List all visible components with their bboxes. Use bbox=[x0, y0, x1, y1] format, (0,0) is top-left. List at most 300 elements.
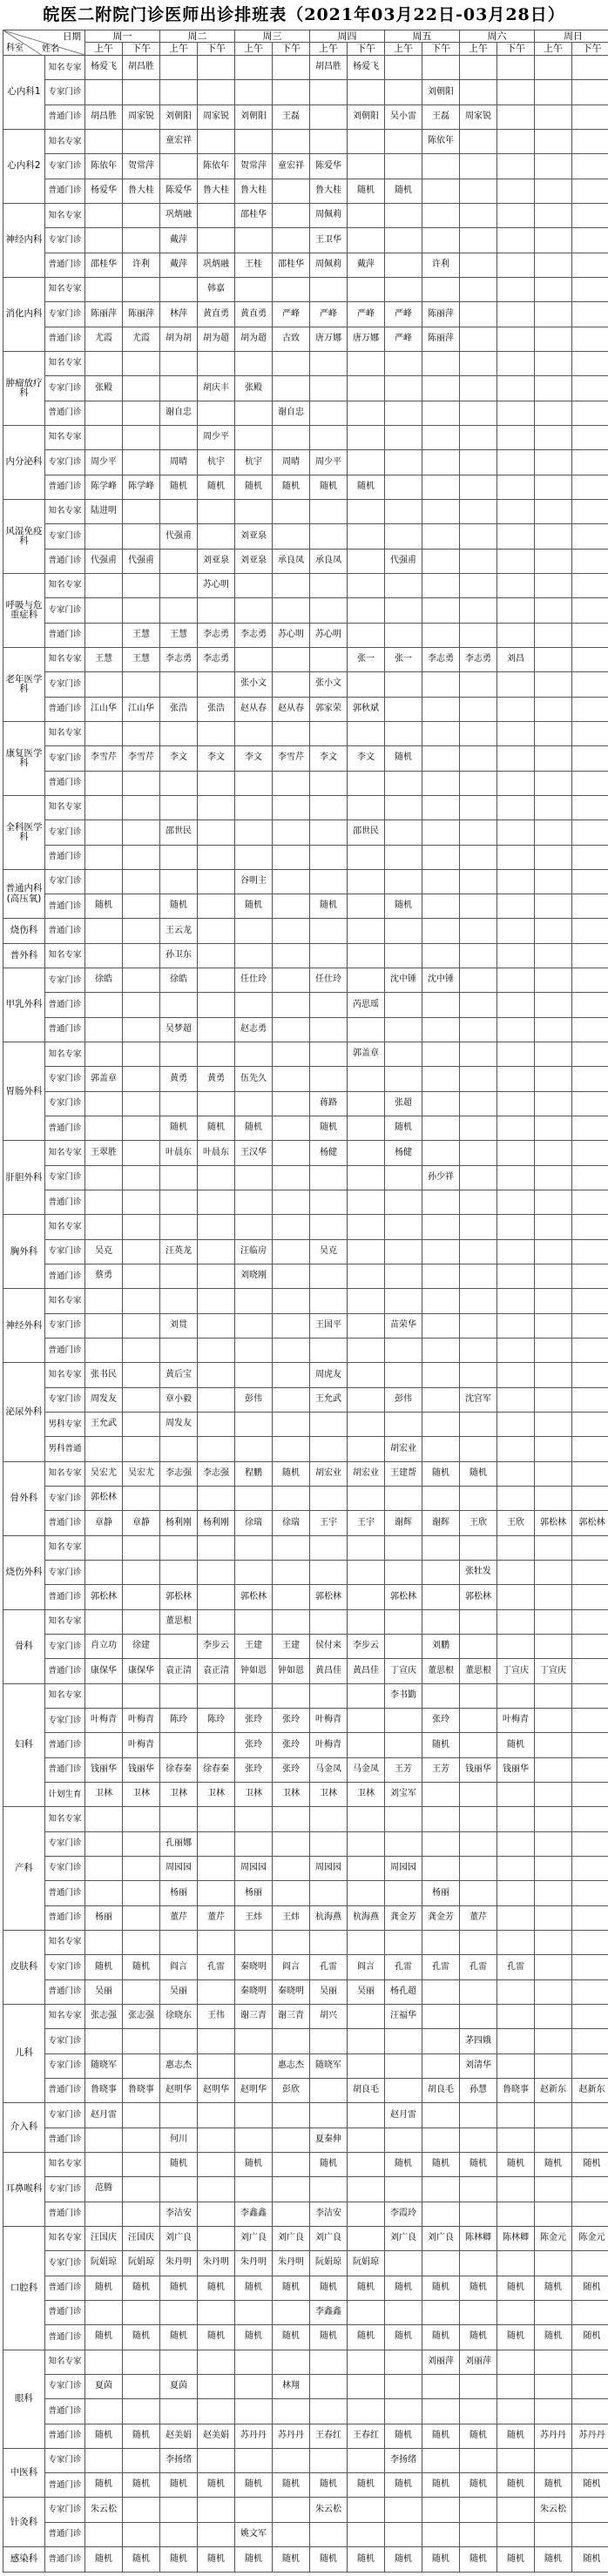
doctor-cell bbox=[385, 1708, 422, 1732]
doctor-cell: 戴萍 bbox=[160, 253, 198, 277]
doctor-cell: 汪国庆 bbox=[85, 2226, 123, 2250]
clinic-type-cell: 普通门诊 bbox=[45, 549, 85, 573]
doctor-cell bbox=[460, 2128, 497, 2152]
doctor-cell bbox=[273, 894, 310, 919]
doctor-cell bbox=[460, 845, 497, 869]
doctor-cell: 董芹 bbox=[460, 1905, 497, 1930]
doctor-cell: 茅四娥 bbox=[460, 2029, 497, 2053]
doctor-cell bbox=[198, 1190, 235, 1215]
doctor-cell: 周家锐 bbox=[198, 105, 235, 129]
doctor-cell bbox=[535, 1733, 572, 1757]
corner-name-label: 姓名 bbox=[42, 44, 59, 54]
doctor-cell bbox=[572, 2498, 608, 2522]
doctor-cell bbox=[348, 203, 385, 227]
doctor-cell bbox=[460, 1339, 497, 1363]
clinic-type-cell: 专家门诊 bbox=[45, 2177, 85, 2202]
doctor-cell bbox=[273, 721, 310, 745]
doctor-cell bbox=[572, 401, 608, 425]
doctor-cell bbox=[497, 697, 535, 721]
doctor-cell: 阮娟琼 bbox=[85, 2251, 123, 2276]
doctor-cell bbox=[235, 993, 273, 1017]
doctor-cell bbox=[497, 1165, 535, 1190]
doctor-cell bbox=[85, 129, 123, 153]
clinic-type-cell: 普通门诊 bbox=[45, 1979, 85, 2004]
doctor-cell bbox=[198, 1609, 235, 1634]
doctor-cell bbox=[572, 524, 608, 549]
clinic-type-cell: 知名专家 bbox=[45, 1609, 85, 1634]
schedule-row bbox=[3, 1017, 608, 1042]
doctor-cell: 胡为超 bbox=[198, 327, 235, 351]
doctor-cell bbox=[460, 2448, 497, 2472]
clinic-type-cell: 普通门诊 bbox=[45, 1905, 85, 1930]
doctor-cell: 张殿 bbox=[235, 376, 273, 401]
doctor-cell: 朱丹明 bbox=[235, 2251, 273, 2276]
clinic-type-cell: 普通门诊 bbox=[45, 2399, 85, 2424]
clinic-type-cell: 专家门诊 bbox=[45, 672, 85, 697]
doctor-cell bbox=[273, 1856, 310, 1880]
doctor-cell bbox=[572, 1733, 608, 1757]
doctor-cell bbox=[123, 1363, 160, 1387]
doctor-cell bbox=[198, 2226, 235, 2250]
doctor-cell: 蔡勇 bbox=[85, 1264, 123, 1289]
doctor-cell bbox=[123, 1017, 160, 1042]
doctor-cell: 王炜 bbox=[235, 1905, 273, 1930]
schedule-row bbox=[3, 524, 608, 549]
doctor-cell bbox=[385, 1190, 422, 1215]
doctor-cell bbox=[273, 1141, 310, 1165]
doctor-cell: 随机 bbox=[198, 2547, 235, 2573]
schedule-row bbox=[3, 1387, 608, 1412]
doctor-cell: 阮娟琼 bbox=[123, 2251, 160, 2276]
doctor-cell bbox=[422, 179, 460, 203]
department-cell: 消化内科 bbox=[3, 277, 45, 351]
doctor-cell: 随晓军 bbox=[310, 2053, 348, 2078]
doctor-cell bbox=[160, 1042, 198, 1067]
doctor-cell bbox=[572, 327, 608, 351]
doctor-cell: 周少平 bbox=[198, 425, 235, 449]
doctor-cell bbox=[348, 1339, 385, 1363]
clinic-type-cell: 普通门诊 bbox=[45, 1339, 85, 1363]
doctor-cell bbox=[198, 1856, 235, 1880]
doctor-cell bbox=[460, 277, 497, 301]
doctor-cell bbox=[460, 1535, 497, 1560]
doctor-cell bbox=[497, 1561, 535, 1585]
doctor-cell bbox=[273, 203, 310, 227]
doctor-cell bbox=[535, 1708, 572, 1732]
doctor-cell: 阎言 bbox=[348, 1955, 385, 1979]
doctor-cell: 王允武 bbox=[85, 1413, 123, 1437]
doctor-cell: 黄昌佳 bbox=[348, 1659, 385, 1683]
doctor-cell bbox=[310, 2448, 348, 2472]
doctor-cell: 刘朝阳 bbox=[348, 105, 385, 129]
doctor-cell bbox=[572, 573, 608, 597]
doctor-cell bbox=[497, 179, 535, 203]
doctor-cell bbox=[422, 919, 460, 943]
schedule-row bbox=[3, 672, 608, 697]
doctor-cell bbox=[535, 401, 572, 425]
doctor-cell bbox=[123, 1831, 160, 1856]
doctor-cell bbox=[460, 475, 497, 499]
doctor-cell: 李志勇 bbox=[160, 647, 198, 671]
doctor-cell bbox=[535, 228, 572, 253]
doctor-cell bbox=[273, 1165, 310, 1190]
doctor-cell bbox=[85, 573, 123, 597]
doctor-cell bbox=[235, 1091, 273, 1116]
doctor-cell: 郭松林 bbox=[385, 1585, 422, 1609]
doctor-cell bbox=[235, 1683, 273, 1708]
doctor-cell: 随机 bbox=[310, 2276, 348, 2300]
doctor-cell: 卫林 bbox=[348, 1782, 385, 1806]
schedule-row bbox=[3, 2473, 608, 2498]
afternoon-header: 下午 bbox=[123, 43, 160, 56]
doctor-cell: 吴丽 bbox=[348, 1979, 385, 2004]
doctor-cell: 张殿 bbox=[85, 376, 123, 401]
clinic-type-cell: 专家门诊 bbox=[45, 302, 85, 327]
doctor-cell bbox=[310, 351, 348, 375]
doctor-cell: 童宏祥 bbox=[160, 129, 198, 153]
doctor-cell: 巩炳融 bbox=[198, 253, 235, 277]
doctor-cell: 张书民 bbox=[85, 1363, 123, 1387]
doctor-cell: 刘丽萍 bbox=[460, 2350, 497, 2374]
doctor-cell bbox=[497, 2004, 535, 2028]
doctor-cell bbox=[310, 499, 348, 523]
schedule-row bbox=[3, 1659, 608, 1683]
clinic-type-cell: 知名专家 bbox=[45, 425, 85, 449]
doctor-cell: 黄后宝 bbox=[160, 1363, 198, 1387]
doctor-cell: 徐瑞 bbox=[235, 1511, 273, 1535]
doctor-cell: 随机 bbox=[310, 2473, 348, 2498]
doctor-cell: 王国平 bbox=[310, 1313, 348, 1338]
schedule-row bbox=[3, 154, 608, 179]
doctor-cell bbox=[572, 1190, 608, 1215]
doctor-cell bbox=[310, 2399, 348, 2424]
doctor-cell bbox=[273, 1881, 310, 1905]
doctor-cell: 杨孔超 bbox=[385, 1979, 422, 2004]
doctor-cell bbox=[198, 2300, 235, 2324]
doctor-cell: 谷明主 bbox=[235, 869, 273, 894]
doctor-cell bbox=[535, 993, 572, 1017]
doctor-cell bbox=[460, 1930, 497, 1954]
doctor-cell bbox=[572, 2103, 608, 2128]
doctor-cell bbox=[85, 1116, 123, 1141]
doctor-cell bbox=[385, 943, 422, 968]
doctor-cell: 邵世民 bbox=[160, 820, 198, 845]
doctor-cell bbox=[235, 2448, 273, 2472]
doctor-cell bbox=[273, 1313, 310, 1338]
schedule-row bbox=[3, 2276, 608, 2300]
doctor-cell bbox=[497, 1239, 535, 1264]
schedule-row bbox=[3, 2547, 608, 2573]
doctor-cell bbox=[535, 2448, 572, 2472]
doctor-cell bbox=[123, 672, 160, 697]
doctor-cell: 胡昌胜 bbox=[310, 56, 348, 80]
doctor-cell bbox=[572, 869, 608, 894]
schedule-row bbox=[3, 1437, 608, 1461]
doctor-cell bbox=[160, 56, 198, 80]
doctor-cell bbox=[572, 1782, 608, 1806]
doctor-cell bbox=[198, 1561, 235, 1585]
schedule-row bbox=[3, 2498, 608, 2522]
doctor-cell bbox=[422, 820, 460, 845]
doctor-cell bbox=[123, 1239, 160, 1264]
doctor-cell bbox=[572, 820, 608, 845]
doctor-cell bbox=[572, 2029, 608, 2053]
doctor-cell: 王慧 bbox=[123, 647, 160, 671]
doctor-cell bbox=[497, 623, 535, 647]
schedule-row bbox=[3, 2128, 608, 2152]
doctor-cell: 随机 bbox=[85, 2473, 123, 2498]
doctor-cell bbox=[460, 919, 497, 943]
department-cell: 妇科 bbox=[3, 1683, 45, 1807]
schedule-row bbox=[3, 1757, 608, 1782]
clinic-type-cell: 专家门诊 bbox=[45, 1856, 85, 1880]
doctor-cell: 随机 bbox=[422, 2547, 460, 2573]
doctor-cell bbox=[460, 1708, 497, 1732]
doctor-cell bbox=[460, 203, 497, 227]
doctor-cell bbox=[535, 1807, 572, 1831]
doctor-cell: 严峰 bbox=[348, 302, 385, 327]
doctor-cell: 周园园 bbox=[235, 1856, 273, 1880]
doctor-cell bbox=[385, 573, 422, 597]
doctor-cell: 随机 bbox=[422, 1461, 460, 1486]
doctor-cell bbox=[422, 401, 460, 425]
doctor-cell bbox=[572, 845, 608, 869]
doctor-cell bbox=[235, 2300, 273, 2324]
doctor-cell: 周园园 bbox=[160, 1856, 198, 1880]
doctor-cell bbox=[123, 1264, 160, 1289]
schedule-row bbox=[3, 2226, 608, 2250]
schedule-row bbox=[3, 425, 608, 449]
doctor-cell bbox=[310, 845, 348, 869]
doctor-cell: 随机 bbox=[535, 2276, 572, 2300]
clinic-type-cell: 普通门诊 bbox=[45, 993, 85, 1017]
doctor-cell bbox=[348, 154, 385, 179]
doctor-cell bbox=[460, 820, 497, 845]
doctor-cell bbox=[385, 450, 422, 475]
doctor-cell bbox=[273, 1807, 310, 1831]
doctor-cell: 芮思瑶 bbox=[348, 993, 385, 1017]
doctor-cell: 随机 bbox=[497, 2473, 535, 2498]
doctor-cell bbox=[160, 598, 198, 623]
doctor-cell: 胡为超 bbox=[235, 327, 273, 351]
doctor-cell: 随机 bbox=[385, 2547, 422, 2573]
doctor-cell: 黄勇 bbox=[160, 1067, 198, 1091]
doctor-cell: 钱丽华 bbox=[85, 1757, 123, 1782]
department-cell: 中医科 bbox=[3, 2448, 45, 2498]
morning-header: 上午 bbox=[85, 43, 123, 56]
doctor-cell: 李文 bbox=[235, 746, 273, 771]
doctor-cell bbox=[385, 919, 422, 943]
doctor-cell bbox=[160, 80, 198, 105]
doctor-cell bbox=[497, 1535, 535, 1560]
doctor-cell bbox=[572, 968, 608, 993]
doctor-cell bbox=[348, 2350, 385, 2374]
doctor-cell: 随机 bbox=[160, 2473, 198, 2498]
schedule-row bbox=[3, 1141, 608, 1165]
schedule-row bbox=[3, 2251, 608, 2276]
doctor-cell: 随机 bbox=[497, 1733, 535, 1757]
doctor-cell: 彭伟 bbox=[235, 1387, 273, 1412]
doctor-cell: 吴梦超 bbox=[160, 1017, 198, 1042]
doctor-cell bbox=[85, 425, 123, 449]
clinic-type-cell: 知名专家 bbox=[45, 1683, 85, 1708]
doctor-cell: 鲁大桂 bbox=[198, 179, 235, 203]
doctor-cell: 郭松林 bbox=[85, 1487, 123, 1511]
doctor-cell bbox=[572, 2350, 608, 2374]
doctor-cell bbox=[535, 721, 572, 745]
doctor-cell bbox=[422, 2128, 460, 2152]
doctor-cell bbox=[497, 475, 535, 499]
doctor-cell bbox=[497, 1091, 535, 1116]
doctor-cell bbox=[348, 845, 385, 869]
doctor-cell: 陈丽萍 bbox=[123, 302, 160, 327]
doctor-cell bbox=[348, 1141, 385, 1165]
doctor-cell bbox=[572, 2128, 608, 2152]
doctor-cell bbox=[160, 277, 198, 301]
doctor-cell bbox=[198, 2202, 235, 2226]
doctor-cell bbox=[348, 1831, 385, 1856]
doctor-cell: 陈学峰 bbox=[123, 475, 160, 499]
doctor-cell bbox=[422, 1215, 460, 1239]
doctor-cell: 王芳 bbox=[385, 1757, 422, 1782]
doctor-cell bbox=[273, 1437, 310, 1461]
doctor-cell: 林萍 bbox=[160, 302, 198, 327]
doctor-cell bbox=[385, 1239, 422, 1264]
doctor-cell bbox=[460, 869, 497, 894]
doctor-cell: 张志强 bbox=[123, 2004, 160, 2028]
doctor-cell: 孔雷 bbox=[385, 1955, 422, 1979]
schedule-row bbox=[3, 2325, 608, 2350]
doctor-cell bbox=[348, 919, 385, 943]
doctor-cell: 王慧 bbox=[160, 623, 198, 647]
doctor-cell: 苏丹丹 bbox=[235, 2424, 273, 2448]
doctor-cell: 随机 bbox=[348, 475, 385, 499]
doctor-cell bbox=[422, 573, 460, 597]
doctor-cell bbox=[422, 2029, 460, 2053]
doctor-cell bbox=[198, 919, 235, 943]
doctor-cell bbox=[310, 771, 348, 795]
doctor-cell bbox=[160, 2522, 198, 2546]
doctor-cell bbox=[348, 129, 385, 153]
doctor-cell: 杨爱华 bbox=[85, 179, 123, 203]
doctor-cell bbox=[497, 919, 535, 943]
doctor-cell bbox=[235, 1609, 273, 1634]
doctor-cell: 随机 bbox=[198, 1116, 235, 1141]
doctor-cell bbox=[535, 820, 572, 845]
doctor-cell: 郭松林 bbox=[310, 1585, 348, 1609]
doctor-cell bbox=[273, 524, 310, 549]
doctor-cell bbox=[310, 1609, 348, 1634]
doctor-cell bbox=[123, 1585, 160, 1609]
doctor-cell bbox=[273, 845, 310, 869]
doctor-cell bbox=[497, 1313, 535, 1338]
doctor-cell: 随机 bbox=[385, 2152, 422, 2176]
doctor-cell bbox=[235, 1561, 273, 1585]
doctor-cell bbox=[123, 450, 160, 475]
doctor-cell bbox=[385, 277, 422, 301]
doctor-cell: 随机 bbox=[460, 2547, 497, 2573]
doctor-cell bbox=[497, 1017, 535, 1042]
doctor-cell bbox=[535, 105, 572, 129]
doctor-cell bbox=[123, 1437, 160, 1461]
doctor-cell: 周虎友 bbox=[310, 1363, 348, 1387]
doctor-cell: 汪国庆 bbox=[123, 2226, 160, 2250]
doctor-cell: 黄昌佳 bbox=[310, 1659, 348, 1683]
doctor-cell bbox=[535, 524, 572, 549]
doctor-cell bbox=[198, 2522, 235, 2546]
doctor-cell: 陈依年 bbox=[85, 154, 123, 179]
doctor-cell: 随机 bbox=[198, 2473, 235, 2498]
doctor-cell bbox=[123, 2399, 160, 2424]
doctor-cell: 胡宏业 bbox=[348, 1461, 385, 1486]
doctor-cell: 随机 bbox=[85, 894, 123, 919]
schedule-row bbox=[3, 2350, 608, 2374]
doctor-cell: 李志勇 bbox=[235, 623, 273, 647]
doctor-cell bbox=[160, 869, 198, 894]
doctor-cell: 王建 bbox=[273, 1635, 310, 1659]
clinic-type-cell: 知名专家 bbox=[45, 647, 85, 671]
doctor-cell bbox=[535, 1116, 572, 1141]
doctor-cell: 秦晓明 bbox=[273, 1979, 310, 2004]
doctor-cell: 唐万娜 bbox=[348, 327, 385, 351]
doctor-cell bbox=[123, 2029, 160, 2053]
doctor-cell bbox=[385, 2078, 422, 2102]
doctor-cell bbox=[85, 795, 123, 819]
schedule-row bbox=[3, 1930, 608, 1954]
doctor-cell bbox=[85, 1313, 123, 1338]
doctor-cell: 王芳 bbox=[422, 1757, 460, 1782]
doctor-cell bbox=[385, 2251, 422, 2276]
doctor-cell bbox=[160, 1733, 198, 1757]
doctor-cell bbox=[273, 56, 310, 80]
doctor-cell: 叶梅青 bbox=[497, 1708, 535, 1732]
doctor-cell bbox=[123, 1413, 160, 1437]
doctor-cell: 董芹 bbox=[198, 1905, 235, 1930]
doctor-cell bbox=[535, 1363, 572, 1387]
doctor-cell: 郭松林 bbox=[85, 1585, 123, 1609]
doctor-cell bbox=[123, 1313, 160, 1338]
doctor-cell bbox=[385, 129, 422, 153]
schedule-row bbox=[3, 56, 608, 80]
doctor-cell bbox=[572, 499, 608, 523]
doctor-cell bbox=[572, 795, 608, 819]
doctor-cell bbox=[497, 1363, 535, 1387]
doctor-cell bbox=[198, 894, 235, 919]
doctor-cell bbox=[85, 228, 123, 253]
doctor-cell: 沈宫军 bbox=[460, 1387, 497, 1412]
doctor-cell: 杨爱飞 bbox=[348, 56, 385, 80]
doctor-cell: 尤霞 bbox=[85, 327, 123, 351]
doctor-cell bbox=[535, 1535, 572, 1560]
schedule-row bbox=[3, 1461, 608, 1486]
doctor-cell: 汪福华 bbox=[385, 2004, 422, 2028]
doctor-cell bbox=[310, 2374, 348, 2398]
doctor-cell bbox=[535, 450, 572, 475]
schedule-row bbox=[3, 1289, 608, 1313]
doctor-cell bbox=[348, 1807, 385, 1831]
doctor-cell bbox=[160, 1190, 198, 1215]
schedule-row bbox=[3, 179, 608, 203]
department-cell: 风湿免疫科 bbox=[3, 499, 45, 573]
doctor-cell bbox=[310, 401, 348, 425]
department-cell: 胸外科 bbox=[3, 1215, 45, 1289]
doctor-cell: 刘丽萍 bbox=[422, 2350, 460, 2374]
clinic-type-cell: 专家门诊 bbox=[45, 869, 85, 894]
doctor-cell bbox=[198, 943, 235, 968]
doctor-cell bbox=[160, 2177, 198, 2202]
doctor-cell: 随机 bbox=[123, 1955, 160, 1979]
doctor-cell bbox=[235, 721, 273, 745]
